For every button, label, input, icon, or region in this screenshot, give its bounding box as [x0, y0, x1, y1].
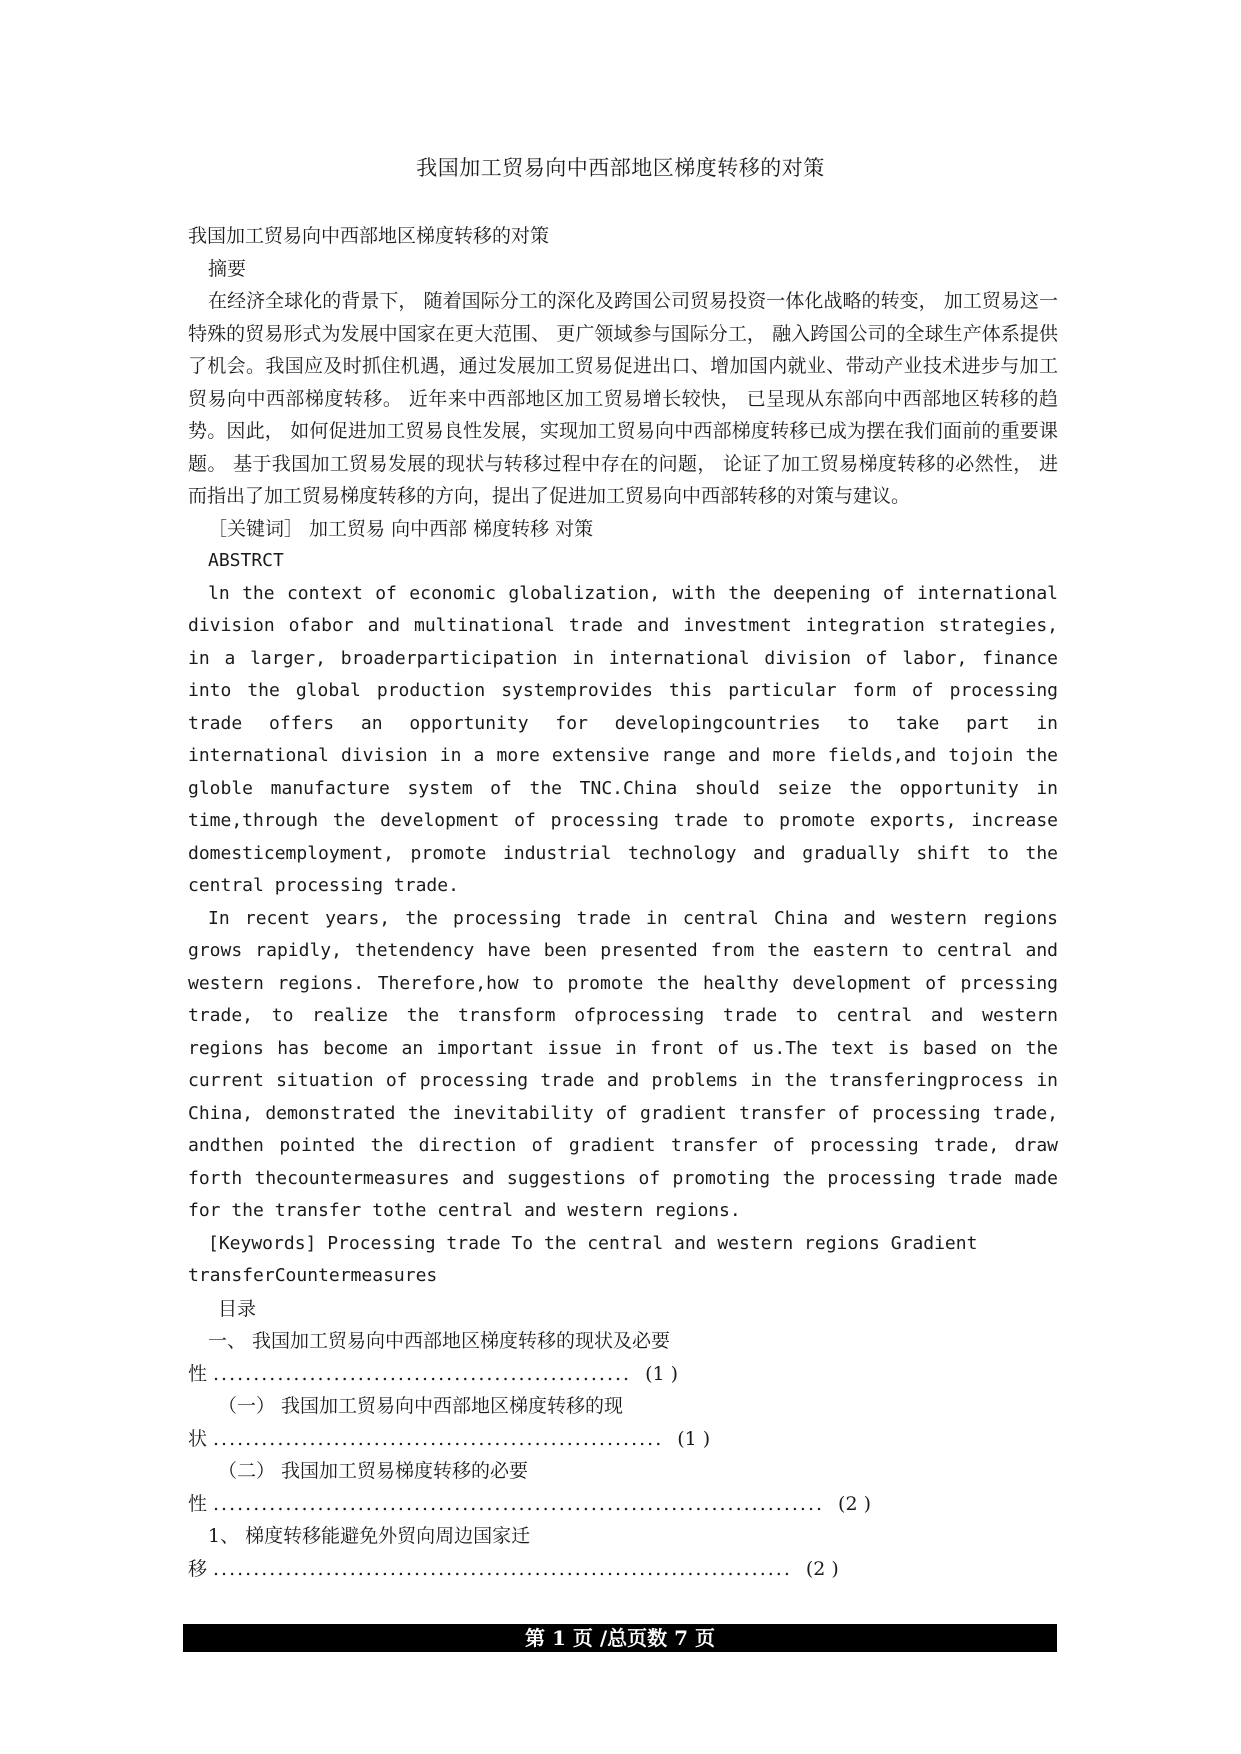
- toc-entry-title-tail: 移: [188, 1557, 208, 1580]
- keywords-chinese: ［关键词］ 加工贸易 向中西部 梯度转移 对策: [208, 517, 594, 540]
- page-footer: 第 1 页 /总页数 7 页: [183, 1624, 1057, 1652]
- toc-entry-title-tail: 状: [188, 1427, 208, 1450]
- abstract-english-paragraph-1: ln the context of economic globalization, with the deepening of international division ofabor and multinational trade and investment integration strategies, in a larger, broaderparticipation in international division of labor, finance into the global production systemprovides this particular form of processing trade offers an opportunity for developingcountries to take part in international division in a more extensive range and more fields,and tojoin the globle manufacture system of the TNC.China should seize the opportunity in time,through the development of processing trade to promote exports, increase domesticemployment, promote industrial technology and gradually shift to the central processing trade.: [188, 582, 1058, 896]
- abstract-heading: 摘要: [208, 257, 247, 280]
- toc-entry-title-tail: 性: [188, 1362, 208, 1385]
- document-body: [188, 220, 1058, 1585]
- document-title: 我国加工贸易向中西部地区梯度转移的对策: [188, 225, 550, 247]
- toc-entry-title: 1、 梯度转移能避免外贸向周边国家迁: [208, 1525, 531, 1547]
- toc-leader-dots: ............................................................................: [213, 1492, 825, 1515]
- page-title: 我国加工贸易向中西部地区梯度转移的对策: [416, 156, 825, 180]
- toc-page-number: (1 ): [645, 1362, 679, 1385]
- toc-heading: 目录: [218, 1297, 257, 1320]
- abstract-english-paragraph-2: In recent years, the processing trade in central China and western regions grows rapidly, thetendency have been presented from the eastern to central and western regions. Therefore,how to promote the healthy development of prcessing trade, to realize the transform ofprocessing trade to central and western regions has become an important issue in front of us.The text is based on the current situation of processing trade and problems in the transferingprocess in China, demonstrated the inevitability of gradient transfer of processing trade, andthen pointed the direction of gradient transfer of processing trade, draw forth thecountermeasures and suggestions of promoting the processing trade made for the transfer tothe central and western regions.: [188, 907, 1058, 1221]
- toc-entry[interactable]: [188, 1390, 1058, 1455]
- toc-entry[interactable]: [188, 1455, 1058, 1520]
- toc-entry-title: （二） 我国加工贸易梯度转移的必要: [218, 1460, 529, 1482]
- toc-leader-dots: ........................................................................: [213, 1557, 792, 1580]
- toc-entry[interactable]: [188, 1520, 1058, 1585]
- toc-entry-title: 一、 我国加工贸易向中西部地区梯度转移的现状及必要: [208, 1330, 671, 1352]
- toc-page-number: (1 ): [677, 1427, 711, 1450]
- toc-entry-title-tail: 性: [188, 1492, 208, 1515]
- abstract-english-heading: ABSTRCT: [208, 550, 284, 571]
- toc-page-number: (2 ): [838, 1492, 871, 1515]
- toc-page-number: (2 ): [805, 1557, 839, 1580]
- toc-leader-dots: ....................................................: [213, 1362, 632, 1385]
- keywords-english: [Keywords] Processing trade To the central and western regions Gradient transferCountermeasures: [188, 1232, 978, 1286]
- toc-leader-dots: ........................................................: [213, 1427, 664, 1450]
- abstract-chinese: 在经济全球化的背景下， 随着国际分工的深化及跨国公司贸易投资一体化战略的转变， 加工贸易这一特殊的贸易形式为发展中国家在更大范围、 更广领域参与国际分工， 融入跨国公司的全球生产体系提供了机会。我国应及时抓住机遇，通过发展加工贸易促进出口、增加国内就业、带动产业技术进步与加工贸易向中西部梯度转移。 近年来中西部地区加工贸易增长较快， 已呈现从东部向中西部地区转移的趋势。因此， 如何促进加工贸易良性发展，实现加工贸易向中西部梯度转移已成为摆在我们面前的重要课题。 基于我国加工贸易发展的现状与转移过程中存在的问题， 论证了加工贸易梯度转移的必然性， 进而指出了加工贸易梯度转移的方向，提出了促进加工贸易向中西部转移的对策与建议。: [188, 290, 1058, 507]
- toc-entry[interactable]: [188, 1325, 1058, 1390]
- toc-entry-title: （一） 我国加工贸易向中西部地区梯度转移的现: [218, 1395, 624, 1417]
